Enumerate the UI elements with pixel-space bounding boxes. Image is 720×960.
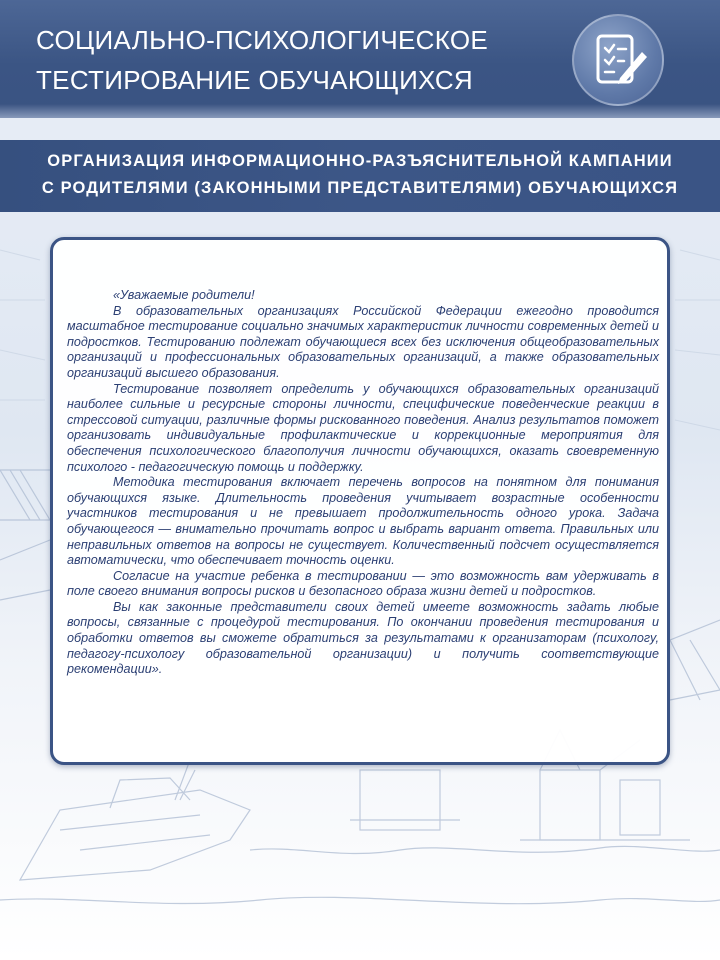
- letter-card: [50, 237, 670, 765]
- section-title: [0, 148, 720, 202]
- document-pen-icon: [572, 14, 664, 106]
- letter-greeting: «Уважаемые родители!: [113, 288, 255, 302]
- letter-paragraph-2: Тестирование позволяет определить у обучающихся образовательных организаций наиболее сильные и ресурсные стороны личности, специфические поведенческие реакции в стрессовой ситуации, различные формы рискованного поведения. Анализ результатов поможет организовать индивидуальные профилактические и коррекционные мероприятия для обеспечения психологического благополучия личности обучающихся, оказать своевременную психолого - педагогическую помощь и поддержку.: [67, 381, 659, 474]
- header-banner: [0, 0, 720, 118]
- section-title-line2: С РОДИТЕЛЯМИ (ЗАКОННЫМИ ПРЕДСТАВИТЕЛЯМИ) ОБУЧАЮЩИХСЯ: [41, 179, 679, 197]
- page-title: [36, 20, 556, 100]
- section-title-line1: ОРГАНИЗАЦИЯ ИНФОРМАЦИОННО-РАЗЪЯСНИТЕЛЬНОЙ КАМПАНИИ: [47, 152, 673, 170]
- page-title-line1: СОЦИАЛЬНО-ПСИХОЛОГИЧЕСКОЕ: [36, 25, 489, 55]
- letter-paragraph-1: В образовательных организациях Российской Федерации ежегодно проводится масштабное тестирование социально значимых характеристик личности современных детей и подростков. Тестированию подлежат обучающиеся всех без исключения общеобразовательных организаций и профессиональных образовательных организаций, а также образовательных организаций высшего образования.: [67, 303, 659, 380]
- letter-paragraph-5: Вы как законные представители своих детей имеете возможность задать любые вопросы, связанные с процедурой тестирования. По окончании проведения тестирования и обработки ответов вы сможете обратиться за результатами к организаторам (психологу, педагогу-психологу образовательной организации) и получить соответствующие рекомендации».: [67, 599, 659, 677]
- letter-paragraph-3: Методика тестирования включает перечень вопросов на понятном для понимания обучающихся языке. Длительность проведения учитывает возрастные особенности участников тестирования и не превышает продолжительность одного урока. Задача обучающегося — внимательно прочитать вопрос и выбрать вариант ответа. Правильных или неправильных ответов на вопросы не существует. Количественный подсчет осуществляется автоматически, что обеспечивает точность оценки.: [67, 475, 659, 568]
- letter-text: [67, 288, 659, 678]
- page-title-line2: ТЕСТИРОВАНИЕ ОБУЧАЮЩИХСЯ: [36, 65, 473, 95]
- letter-paragraph-4: Согласие на участие ребенка в тестировании — это возможность вам удерживать в поле своего внимания вопросы рисков и безопасного образа жизни детей и подростков.: [67, 568, 659, 599]
